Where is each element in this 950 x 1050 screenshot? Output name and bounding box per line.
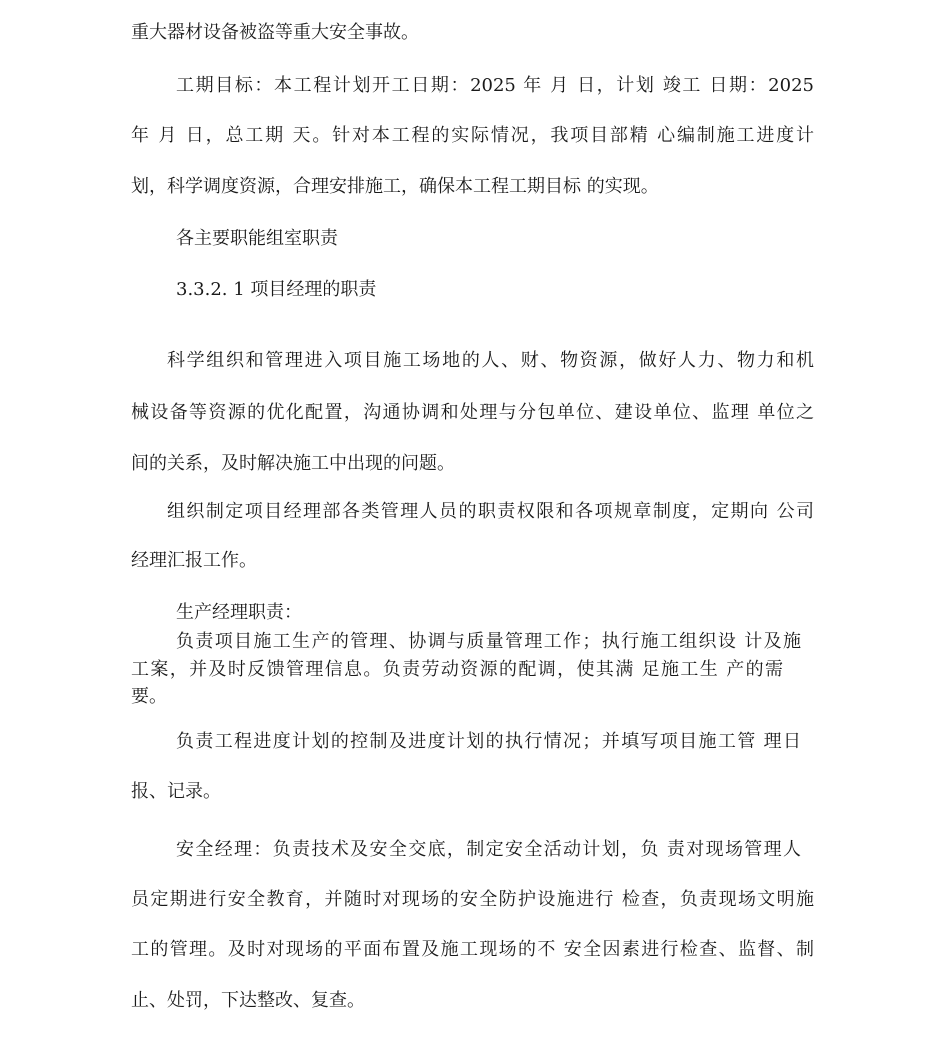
text-line: 止、处罚，下达整改、复查。 <box>131 990 365 1011</box>
text-line: 划，科学调度资源，合理安排施工，确保本工程工期目标 的实现。 <box>131 176 659 197</box>
text-line: 经理汇报工作。 <box>131 550 257 571</box>
text-line: 员定期进行安全教育，并随时对现场的安全防护设施进行 检查，负责现场文明施 <box>131 889 814 910</box>
section-heading: 各主要职能组室职责 <box>176 228 338 249</box>
text-line: 报、记录。 <box>131 781 221 802</box>
section-heading: 生产经理职责： <box>176 602 302 623</box>
text-line: 械设备等资源的优化配置，沟通协调和处理与分包单位、建设单位、监理 单位之 <box>131 402 814 423</box>
text-line: 要。 <box>131 686 167 707</box>
text-line: 年 月 日，总工期 天。针对本工程的实际情况，我项目部精 心编制施工进度计 <box>131 125 814 146</box>
text-line: 组织制定项目经理部各类管理人员的职责权限和各项规章制度，定期向 公司 <box>167 501 814 522</box>
text-line: 安全经理：负责技术及安全交底，制定安全活动计划，负 责对现场管理人 <box>176 839 801 860</box>
text-line: 工的管理。及时对现场的平面布置及施工现场的不 安全因素进行检查、监督、制 <box>131 939 814 960</box>
text-line: 重大器材设备被盗等重大安全事故。 <box>131 22 419 43</box>
subsection-heading: 3.3.2. 1 项目经理的职责 <box>176 279 377 300</box>
text-line: 负责项目施工生产的管理、协调与质量管理工作；执行施工组织设 计及施 <box>176 631 801 652</box>
text-line: 负责工程进度计划的控制及进度计划的执行情况；并填写项目施工管 理日 <box>176 731 801 752</box>
text-line: 科学组织和管理进入项目施工场地的人、财、物资源，做好人力、物力和机 <box>167 350 814 371</box>
text-line: 工期目标：本工程计划开工日期：2025 年 月 日，计划 竣工 日期：2025 <box>176 75 814 96</box>
text-line: 工案，并及时反馈管理信息。负责劳动资源的配调，使其满 足施工生 产的需 <box>131 659 783 680</box>
text-line: 间的关系，及时解决施工中出现的问题。 <box>131 453 455 474</box>
